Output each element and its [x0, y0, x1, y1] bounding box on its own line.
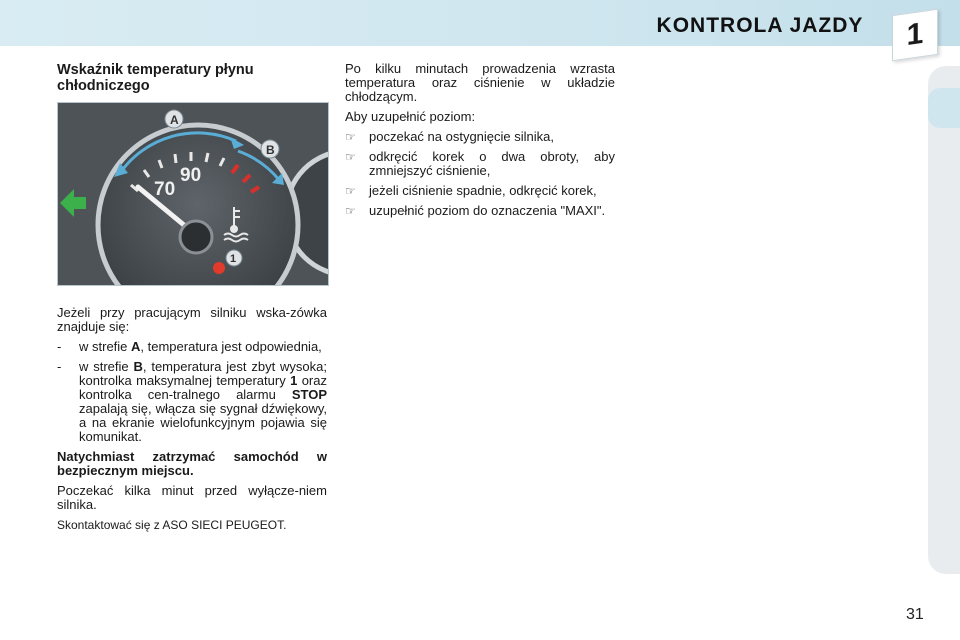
step-item [345, 204, 615, 218]
chapter-index-active [928, 88, 960, 128]
max-temperature-warning-light [213, 262, 225, 274]
coolant-gauge-illustration [58, 103, 328, 285]
right-intro: Po kilku minutach prowadzenia wzrasta temperatura oraz ciśnienie w układzie chłodzącym. [345, 61, 615, 104]
zone-a-item [57, 340, 327, 354]
pointing-hand-icon: ☞ [345, 150, 356, 164]
zone-b-text: w strefie B, temperatura jest zbyt wysoka; kontrolka maksymalnej temperatury 1 oraz kontrolka cen-tralnego alarmu STOP zapalają się, włącza się sygnał dźwiękowy, a na ekranie wielofunkcyjnym pojawia się komunikat. [79, 359, 327, 444]
right-lead: Aby uzupełnić poziom: [345, 109, 476, 124]
stop-warning: Natychmiast zatrzymać samochód w bezpiecznym miejscu. [57, 449, 327, 478]
dash-mark: - [57, 359, 62, 374]
step-text: jeżeli ciśnienie spadnie, odkręcić korek, [369, 183, 597, 198]
zone-b-label: B [266, 143, 275, 157]
gauge-explanation [57, 306, 327, 538]
chapter-index-strip [928, 66, 960, 574]
gauge-figure [57, 102, 329, 286]
needle-hub [180, 221, 212, 253]
dash-mark: - [57, 339, 62, 354]
warning-label: 1 [230, 253, 237, 265]
pointing-hand-icon: ☞ [345, 130, 356, 144]
page-number: 31 [906, 606, 924, 623]
section-title: KONTROLA JAZDY [656, 14, 864, 37]
gauge-number-90: 90 [180, 165, 202, 186]
step-text: uzupełnić poziom do oznaczenia "MAXI". [369, 203, 606, 218]
chapter-tab: 1 [892, 9, 938, 61]
step-item [345, 184, 615, 198]
step-text: odkręcić korek o dwa obroty, aby zmniejszyć ciśnienie, [369, 149, 615, 178]
step-text: poczekać na ostygnięcie silnika, [369, 129, 554, 144]
step-item [345, 130, 615, 144]
zone-b-item [57, 360, 327, 444]
dealer-contact: Skontaktować się z ASO SIECI PEUGEOT. [57, 518, 287, 532]
intro-text: Jeżeli przy pracującym silniku wska-zówka znajduje się: [57, 305, 327, 334]
zone-a-text: w strefie A, temperatura jest odpowiednia, [79, 339, 322, 354]
zone-a-label: A [170, 113, 179, 127]
section-heading: Wskaźnik temperatury płynu chłodniczego [57, 62, 254, 94]
gauge-number-70: 70 [154, 179, 176, 200]
wait-instruction: Poczekać kilka minut przed wyłącze-niem silnika. [57, 483, 327, 512]
left-column [57, 62, 327, 106]
right-column [345, 62, 615, 224]
step-item [345, 150, 615, 178]
pointing-hand-icon: ☞ [345, 184, 356, 198]
pointing-hand-icon: ☞ [345, 204, 356, 218]
